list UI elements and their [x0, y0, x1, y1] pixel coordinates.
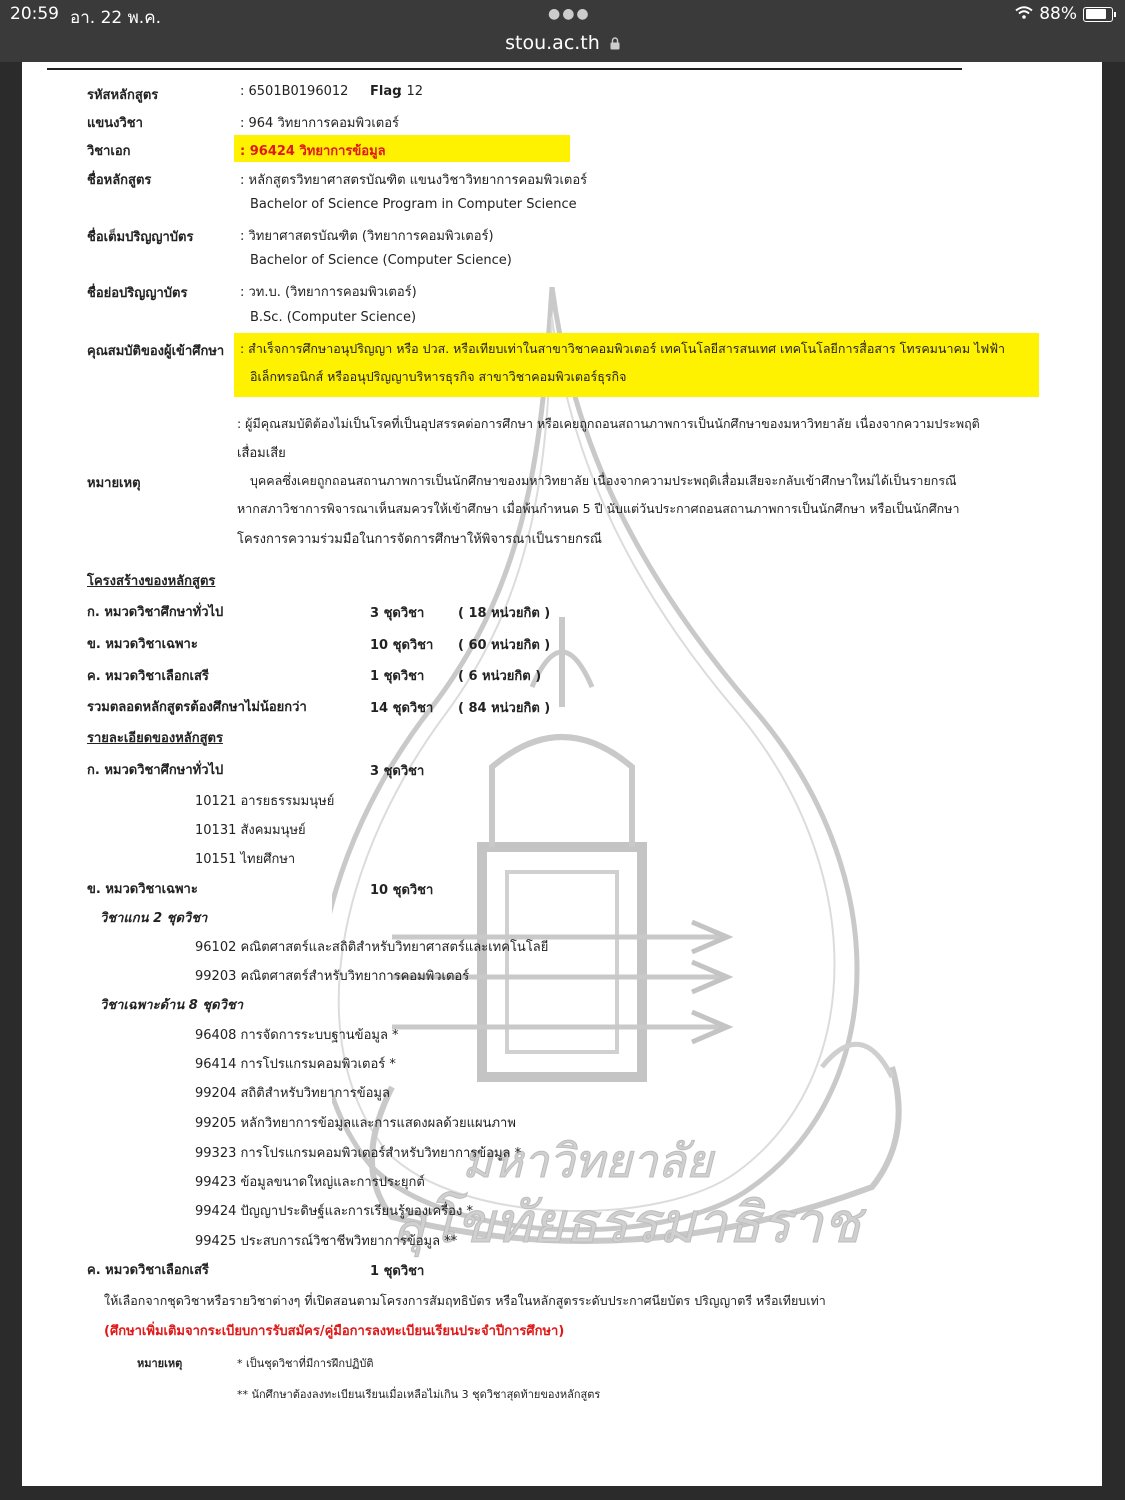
structure-row-credits: ( 18 หน่วยกิต ): [458, 606, 551, 621]
remark-label: หมายเหตุ: [87, 476, 141, 491]
structure-row-sets: 14 ชุดวิชา: [370, 701, 434, 716]
major-course: 99323 การโปรแกรมคอมพิวเตอร์สำหรับวิทยาการข้อมูล *: [195, 1146, 522, 1161]
core-course: 96102 คณิตศาสตร์และสถิติสำหรับวิทยาศาสตร์และเทคโนโลยี: [195, 940, 549, 955]
degree-abbr-en: B.Sc. (Computer Science): [250, 310, 417, 325]
structure-row-label: รวมตลอดหลักสูตรต้องศึกษาไม่น้อยกว่า: [87, 700, 307, 715]
structure-row-sets: 1 ชุดวิชา: [370, 669, 425, 684]
remark-line-1: บุคคลซึ่งเคยถูกถอนสถานภาพการเป็นนักศึกษาของมหาวิทยาลัย เนื่องจากความประพฤติเสื่อมเสียจะกลับเข้าศึกษาใหม่ได้เป็นรายกรณี: [250, 473, 957, 488]
qualification-note-line-2: เสื่อมเสีย: [237, 446, 286, 461]
major-course: 96414 การโปรแกรมคอมพิวเตอร์ *: [195, 1057, 396, 1072]
specific-sets: 10 ชุดวิชา: [370, 883, 434, 898]
general-sets: 3 ชุดวิชา: [370, 764, 425, 779]
qualification-line-2: อิเล็กทรอนิกส์ หรืออนุปริญญาบริหารธุรกิจ สาขาวิชาคอมพิวเตอร์ธุรกิจ: [250, 369, 627, 384]
address-bar[interactable]: [0, 32, 1125, 55]
general-course: 10151 ไทยศึกษา: [195, 852, 296, 867]
program-th: : หลักสูตรวิทยาศาสตรบัณฑิต แขนงวิชาวิทยาการคอมพิวเตอร์: [240, 173, 588, 188]
structure-row-credits: ( 84 หน่วยกิต ): [458, 701, 551, 716]
free-sets: 1 ชุดวิชา: [370, 1264, 425, 1279]
major-course: 99205 หลักวิทยาการข้อมูลและการแสดงผลด้วยแผนภาพ: [195, 1116, 516, 1131]
degree-full-th: : วิทยาศาสตรบัณฑิต (วิทยาการคอมพิวเตอร์): [240, 229, 494, 244]
major-label: วิชาเอก: [87, 144, 131, 159]
core-label: วิชาแกน 2 ชุดวิชา: [100, 911, 208, 926]
core-course: 99203 คณิตศาสตร์สำหรับวิทยาการคอมพิวเตอร์: [195, 969, 470, 984]
status-bar: [0, 0, 1125, 62]
structure-row-label: ข. หมวดวิชาเฉพาะ: [87, 637, 198, 652]
url-text: stou.ac.th: [505, 32, 600, 54]
branch-value: : 964 วิทยาการคอมพิวเตอร์: [240, 116, 400, 131]
free-description: ให้เลือกจากชุดวิชาหรือรายวิชาต่างๆ ที่เปิดสอนตามโครงการสัมฤทธิบัตร หรือในหลักสูตรระดับประกาศนียบัตร ปริญญาตรี หรือเทียบเท่า: [104, 1293, 826, 1308]
remark-line-3: โครงการความร่วมมือในการจัดการศึกษาให้พิจารณาเป็นรายกรณี: [237, 532, 602, 547]
general-label: ก. หมวดวิชาศึกษาทั่วไป: [87, 763, 224, 778]
footnote-2: ** นักศึกษาต้องลงทะเบียนเรียนเมื่อเหลือไม่เกิน 3 ชุดวิชาสุดท้ายของหลักสูตร: [237, 1388, 601, 1401]
multitask-dots-icon[interactable]: ●●●: [548, 6, 591, 22]
watermark-text-2: สุโขทัยธรรมาธิราช: [392, 1191, 861, 1256]
wifi-icon: [1015, 4, 1033, 24]
university-seal-watermark: [332, 287, 932, 1287]
major-course: 96408 การจัดการระบบฐานข้อมูล *: [195, 1028, 399, 1043]
flag-label: Flag: [370, 84, 402, 99]
degree-abbr-th: : วท.บ. (วิทยาการคอมพิวเตอร์): [240, 285, 417, 300]
branch-label: แขนงวิชา: [87, 116, 143, 131]
major-course: 99425 ประสบการณ์วิชาชีพวิทยาการข้อมูล **: [195, 1234, 458, 1249]
degree-full-en: Bachelor of Science (Computer Science): [250, 253, 512, 268]
battery-icon: [1083, 7, 1113, 22]
qualification-line-1: : สำเร็จการศึกษาอนุปริญญา หรือ ปวส. หรือเทียบเท่าในสาขาวิชาคอมพิวเตอร์ เทคโนโลยีสารสนเทศ เทคโนโลยีการสื่อสาร โทรคมนาคม ไฟฟ้า: [240, 341, 1006, 356]
free-note: (ศึกษาเพิ่มเติมจากระเบียบการรับสมัคร/คู่มือการลงทะเบียนเรียนประจำปีการศึกษา): [104, 1324, 565, 1339]
structure-row-sets: 3 ชุดวิชา: [370, 606, 425, 621]
degree-full-label: ชื่อเต็มปริญญาบัตร: [87, 230, 194, 245]
specific-label: ข. หมวดวิชาเฉพาะ: [87, 882, 198, 897]
watermark-text-1: มหาวิทยาลัย: [462, 1134, 713, 1188]
status-right: [1015, 4, 1113, 24]
general-course: 10121 อารยธรรมมนุษย์: [195, 794, 335, 809]
status-time: 20:59: [10, 4, 59, 24]
qualification-note-line-1: : ผู้มีคุณสมบัติต้องไม่เป็นโรคที่เป็นอุปสรรคต่อการศึกษา หรือเคยถูกถอนสถานภาพการเป็นนักศึกษาของมหาวิทยาลัย เนื่องจากความประพฤติ: [237, 416, 980, 431]
footnote-label: หมายเหตุ: [137, 1357, 183, 1370]
document-page: [22, 62, 1102, 1486]
program-en: Bachelor of Science Program in Computer Science: [250, 197, 577, 212]
details-heading: รายละเอียดของหลักสูตร: [87, 731, 223, 746]
lock-icon: [610, 33, 620, 55]
structure-row-label: ค. หมวดวิชาเลือกเสรี: [87, 669, 209, 684]
qualification-label: คุณสมบัติของผู้เข้าศึกษา: [87, 344, 225, 359]
structure-row-sets: 10 ชุดวิชา: [370, 638, 434, 653]
structure-row-credits: ( 6 หน่วยกิต ): [458, 669, 542, 684]
flag-value: : 12: [398, 84, 424, 99]
free-label: ค. หมวดวิชาเลือกเสรี: [87, 1263, 209, 1278]
footnote-1: * เป็นชุดวิชาที่มีการฝึกปฏิบัติ: [237, 1357, 374, 1370]
structure-row-label: ก. หมวดวิชาศึกษาทั่วไป: [87, 605, 224, 620]
major-courses-label: วิชาเฉพาะด้าน 8 ชุดวิชา: [100, 998, 243, 1013]
major-course: 99423 ข้อมูลขนาดใหญ่และการประยุกต์: [195, 1175, 425, 1190]
major-value: : 96424 วิทยาการข้อมูล: [240, 144, 386, 159]
structure-row-credits: ( 60 หน่วยกิต ): [458, 638, 551, 653]
battery-percent: 88%: [1039, 4, 1077, 24]
status-date: อา. 22 พ.ค.: [70, 8, 161, 28]
remark-line-2: หากสภาวิชาการพิจารณาเห็นสมควรให้เข้าศึกษา เมื่อพ้นกำหนด 5 ปี นับแต่วันประกาศถอนสถานภาพการเป็นนักศึกษา หรือเป็นนักศึกษา: [237, 501, 960, 516]
general-course: 10131 สังคมมนุษย์: [195, 823, 306, 838]
major-course: 99204 สถิติสำหรับวิทยาการข้อมูล: [195, 1086, 390, 1101]
code-value: : 6501B0196012: [240, 84, 349, 99]
code-label: รหัสหลักสูตร: [87, 88, 159, 103]
major-course: 99424 ปัญญาประดิษฐ์และการเรียนรู้ของเครื่อง *: [195, 1204, 473, 1219]
degree-abbr-label: ชื่อย่อปริญญาบัตร: [87, 286, 188, 301]
program-label: ชื่อหลักสูตร: [87, 173, 152, 188]
top-divider: [47, 68, 962, 70]
structure-heading: โครงสร้างของหลักสูตร: [87, 574, 216, 589]
